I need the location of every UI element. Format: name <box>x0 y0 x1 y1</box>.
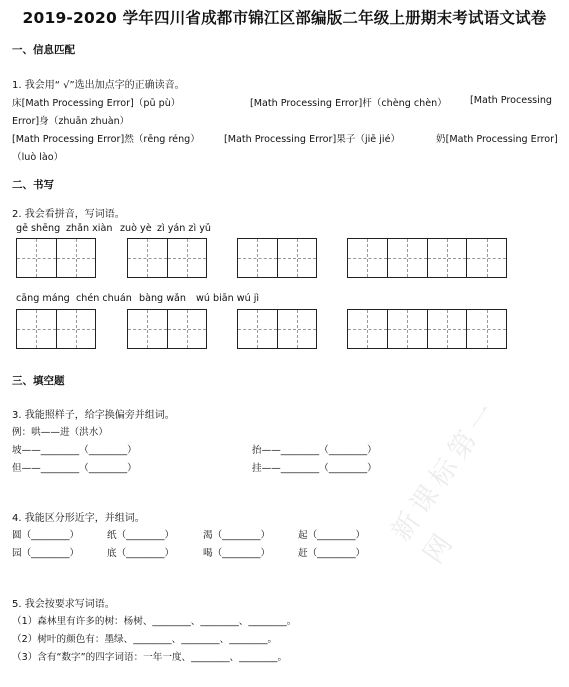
pinyin-prompt: cāng máng <box>16 293 70 304</box>
section-heading-2: 二、书写 <box>12 179 54 191</box>
q4-blank[interactable]: 起（________） <box>298 530 366 541</box>
question-1-prompt: 1. 我会用“ √”选出加点字的正确读音。 <box>12 80 185 91</box>
section-heading-1: 一、信息匹配 <box>12 44 75 56</box>
q1-item-4: [Math Processing Error]然（rēng réng） <box>12 134 200 145</box>
writing-grid[interactable] <box>347 238 507 278</box>
writing-grid[interactable] <box>127 238 207 278</box>
writing-grid[interactable] <box>127 309 207 349</box>
q4-blank[interactable]: 纸（________） <box>107 530 175 541</box>
section-heading-3: 三、填空题 <box>12 375 65 387</box>
pinyin-prompt: wú biān wú jì <box>196 293 260 304</box>
q1-item-3-end: Error]身（zhuān zhuàn） <box>12 116 130 127</box>
q1-item-6-start: 奶[Math Processing Error] <box>436 134 558 145</box>
q4-blank[interactable]: 喝（________） <box>203 548 271 559</box>
writing-grid[interactable] <box>16 309 96 349</box>
pinyin-prompt: zhǎn xiàn <box>66 223 113 234</box>
pinyin-prompt: bàng wǎn <box>139 293 186 304</box>
page-title: 2019-2020 学年四川省成都市锦江区部编版二年级上册期末考试语文试卷 <box>22 9 547 27</box>
q5-line[interactable]: （1）森林里有许多的树：杨树、________、________、________。 <box>12 616 297 627</box>
q3-blank-line[interactable]: 挂——________（________） <box>252 463 377 474</box>
pinyin-prompt: zuò yè <box>120 223 152 234</box>
q4-blank[interactable]: 圆（________） <box>12 530 80 541</box>
pinyin-prompt: chén chuán <box>76 293 132 304</box>
writing-grid[interactable] <box>347 309 507 349</box>
q4-blank[interactable]: 渴（________） <box>203 530 271 541</box>
q5-line[interactable]: （3）含有“数字”的四字词语：一年一度、________、________。 <box>12 652 288 663</box>
q3-example: 例：哄——进（洪水） <box>12 427 108 438</box>
question-3-prompt: 3. 我能照样子，给字换偏旁并组词。 <box>12 410 175 421</box>
writing-grid[interactable] <box>237 238 317 278</box>
watermark: 新课标第一网 <box>385 393 506 570</box>
writing-grid[interactable] <box>16 238 96 278</box>
q4-blank[interactable]: 底（________） <box>107 548 175 559</box>
question-5-prompt: 5. 我会按要求写词语。 <box>12 599 115 610</box>
q1-item-1: 床[Math Processing Error]（pū pù） <box>12 98 181 109</box>
q5-line[interactable]: （2）树叶的颜色有：墨绿、________、________、________。 <box>12 634 278 645</box>
question-4-prompt: 4. 我能区分形近字，并组词。 <box>12 513 145 524</box>
q4-blank[interactable]: 园（________） <box>12 548 80 559</box>
writing-grid[interactable] <box>237 309 317 349</box>
q1-item-3-start: [Math Processing <box>470 95 553 106</box>
q1-item-6-end: （luò lào） <box>12 152 64 163</box>
q4-blank[interactable]: 赶（________） <box>298 548 366 559</box>
pinyin-prompt: zì yán zì yǔ <box>157 223 211 234</box>
q3-blank-line[interactable]: 但——________（________） <box>12 463 137 474</box>
q3-blank-line[interactable]: 抬——________（________） <box>252 445 377 456</box>
q1-item-2: [Math Processing Error]杆（chèng chèn） <box>250 98 447 109</box>
q3-blank-line[interactable]: 坡——________（________） <box>12 445 137 456</box>
pinyin-prompt: gē shēng <box>16 223 61 234</box>
q1-item-5: [Math Processing Error]果子（jiē jié） <box>224 134 401 145</box>
question-2-prompt: 2. 我会看拼音，写词语。 <box>12 209 125 220</box>
